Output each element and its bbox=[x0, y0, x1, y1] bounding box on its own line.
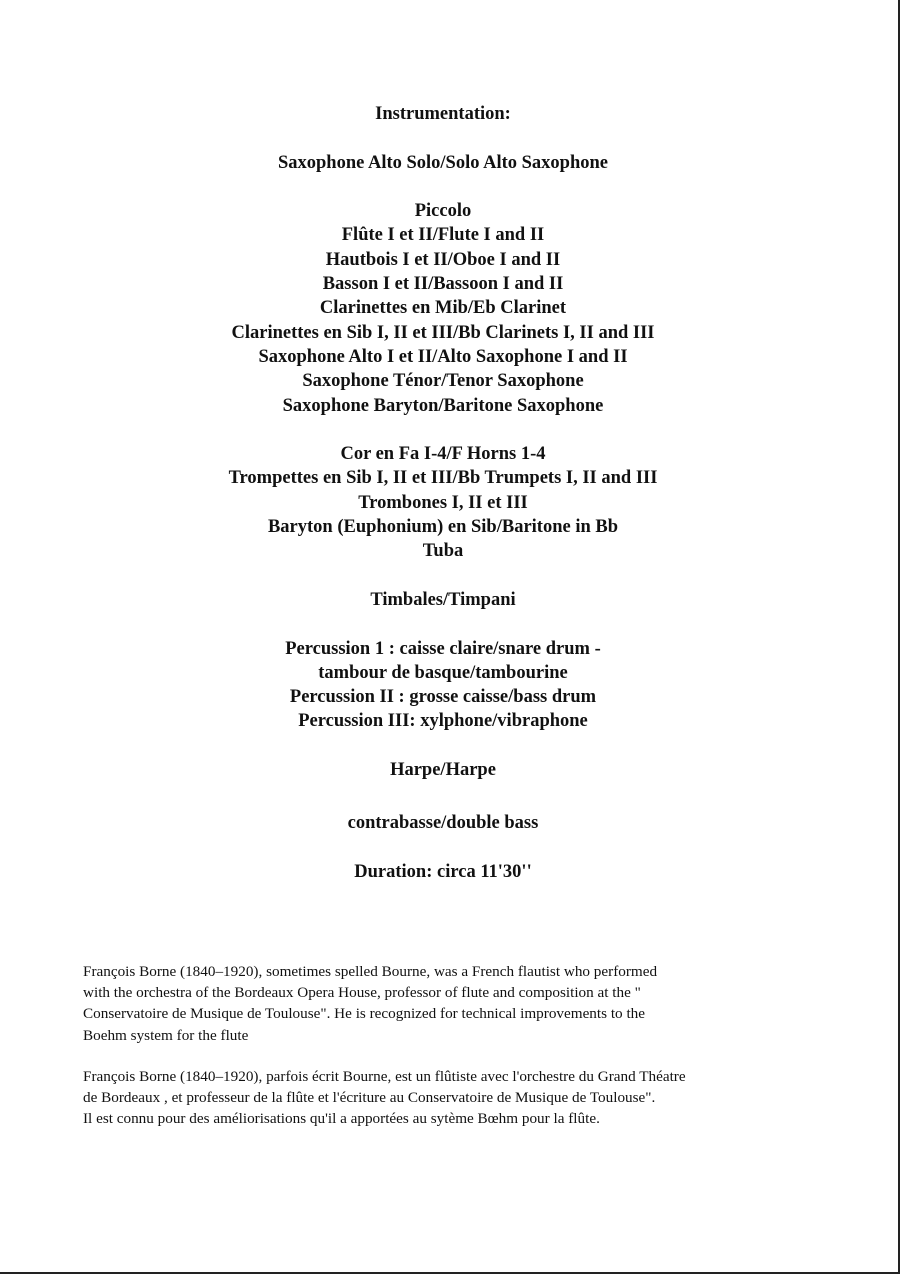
biography-french bbox=[83, 1066, 823, 1130]
bio-line: de Bordeaux , et professeur de la flûte et l'écriture au Conservatoire de Musique de Toulouse". bbox=[83, 1089, 656, 1107]
instrumentation-heading: Instrumentation: bbox=[375, 104, 511, 124]
instrument-line: Clarinettes en Mib/Eb Clarinet bbox=[319, 298, 567, 319]
harp-line: Harpe/Harpe bbox=[390, 760, 496, 781]
instrument-line: Percussion 1 : caisse claire/snare drum - bbox=[285, 638, 601, 659]
brass-group bbox=[0, 442, 886, 563]
bio-line: Conservatoire de Musique de Toulouse". He is recognized for technical improvements to the bbox=[83, 1005, 645, 1023]
instrumentation-list bbox=[0, 102, 886, 884]
soloist-line: Saxophone Alto Solo/Solo Alto Saxophone bbox=[277, 152, 608, 173]
duration-line: Duration: circa 11'30'' bbox=[354, 861, 532, 882]
percussion-group bbox=[0, 637, 886, 734]
instrument-line: Basson I et II/Bassoon I and II bbox=[322, 274, 564, 295]
bio-line: François Borne (1840–1920), sometimes spelled Bourne, was a French flautist who performed bbox=[83, 963, 658, 980]
instrument-line: Clarinettes en Sib I, II et III/Bb Clarinets I, II and III bbox=[231, 322, 655, 343]
instrument-line: Tuba bbox=[422, 541, 464, 562]
instrument-line: Saxophone Alto I et II/Alto Saxophone I and II bbox=[258, 346, 628, 367]
woodwinds-group bbox=[0, 199, 886, 418]
biography-english bbox=[83, 961, 823, 1046]
instrument-line: Percussion II : grosse caisse/bass drum bbox=[289, 687, 597, 708]
bio-line: François Borne (1840–1920), parfois écrit Bourne, est un flûtiste avec l'orchestre du Grand Théatre bbox=[83, 1068, 686, 1085]
instrument-line: Flûte I et II/Flute I and II bbox=[341, 225, 545, 246]
instrument-line: Trompettes en Sib I, II et III/Bb Trumpets I, II and III bbox=[228, 468, 658, 489]
instrument-line: Baryton (Euphonium) en Sib/Baritone in Bb bbox=[267, 517, 619, 538]
bio-line: with the orchestra of the Bordeaux Opera House, professor of flute and composition at the " bbox=[83, 984, 641, 1002]
timpani-line: Timbales/Timpani bbox=[370, 589, 516, 610]
bio-line: Boehm system for the flute bbox=[83, 1026, 249, 1044]
instrument-line: Percussion III: xylphone/vibraphone bbox=[298, 711, 588, 732]
instrument-line: Cor en Fa I-4/F Horns 1-4 bbox=[340, 444, 546, 465]
instrument-line: Trombones I, II et III bbox=[358, 492, 528, 513]
instrument-line: Saxophone Ténor/Tenor Saxophone bbox=[302, 371, 584, 392]
instrument-line: Hautbois I et II/Oboe I and II bbox=[325, 249, 561, 270]
instrument-line: Piccolo bbox=[414, 201, 472, 222]
instrument-line: tambour de basque/tambourine bbox=[318, 662, 568, 683]
double-bass-line: contrabasse/double bass bbox=[347, 813, 539, 834]
bio-line: Il est connu pour des améliorisations qu'il a apportées au sytème Bœhm pour la flûte. bbox=[83, 1110, 600, 1128]
instrument-line: Saxophone Baryton/Baritone Saxophone bbox=[282, 395, 604, 416]
